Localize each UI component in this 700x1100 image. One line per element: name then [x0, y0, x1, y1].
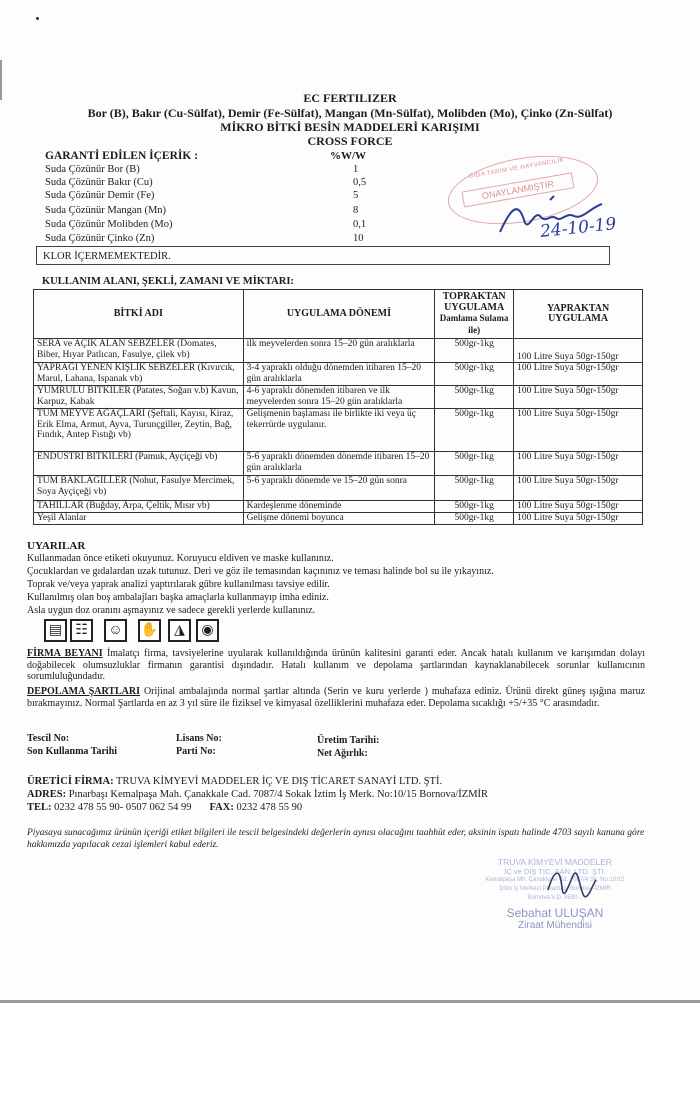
- leaf-cell: 100 Litre Suya 50gr-150gr: [514, 476, 643, 501]
- soil-cell: 500gr-1kg: [435, 476, 514, 501]
- soil-cell: 500gr-1kg: [435, 386, 514, 409]
- guarantee-label: Suda Çözünür Bakır (Cu): [45, 177, 153, 188]
- period-cell: Kardeşlenme döneminde: [243, 501, 435, 513]
- company-stamp-line: Bornova V.D. 8590...: [527, 895, 583, 901]
- table-row: [34, 513, 643, 525]
- soil-cell: 500gr-1kg: [435, 339, 514, 363]
- expiry-date-label: Son Kullanma Tarihi: [27, 746, 118, 757]
- table-row: [34, 409, 643, 452]
- soil-cell: 500gr-1kg: [435, 513, 514, 525]
- guarantee-label: Suda Çözünür Demir (Fe): [45, 190, 155, 201]
- producer-name: TRUVA KİMYEVİ MADDELER İÇ VE DIŞ TİCARET SANAYİ LTD. ŞTİ.: [113, 776, 443, 787]
- doc-title-elements: Bor (B), Bakır (Cu-Sülfat), Demir (Fe-Sülfat), Mangan (Mn-Sülfat), Molibden (Mo), Çinko (Zn-Sülfat): [87, 106, 613, 120]
- batch-number-label: Parti No:: [176, 746, 216, 757]
- producer-line: [27, 775, 442, 788]
- guarantee-value: 5: [353, 190, 359, 201]
- guarantee-row: [45, 232, 445, 245]
- chlorine-free-note: KLOR İÇERMEMEKTEDİR.: [36, 246, 610, 265]
- table-row: [34, 363, 643, 386]
- guarantee-value: 10: [353, 233, 364, 244]
- mask-icon: ☺: [104, 619, 127, 642]
- net-weight-label: Net Ağırlık:: [317, 748, 368, 759]
- license-number-label: Lisans No:: [176, 733, 222, 744]
- approval-date: 24-10-19: [539, 214, 618, 242]
- guarantee-row: [45, 189, 445, 202]
- storage-conditions: [27, 686, 645, 709]
- guarantee-unit: %W/W: [330, 150, 367, 162]
- table-row: [34, 339, 643, 363]
- declaration-heading: FİRMA BEYANI: [27, 648, 103, 659]
- guarantee-label: Suda Çözünür Molibden (Mo): [45, 219, 173, 230]
- usage-table: [33, 289, 643, 525]
- warning-line: Çocuklardan ve gıdalardan uzak tutunuz. Deri ve göz ile temasından kaçınınız ve teması halinde bol su ile yıkayınız.: [27, 566, 494, 577]
- plant-cell: TÜM BAKLAGİLLER (Nohut, Fasulye Mercimek, Soya Ayçiçeği vb): [34, 476, 244, 501]
- guarantee-label: Suda Çözünür Çinko (Zn): [45, 233, 155, 244]
- table-row: [34, 476, 643, 501]
- gloves-icon: ✋: [138, 619, 161, 642]
- guarantee-heading: GARANTİ EDİLEN İÇERİK :: [45, 150, 199, 162]
- guarantee-row: [45, 218, 445, 231]
- guarantee-value: 1: [353, 164, 359, 175]
- plant-cell: Yeşil Alanlar: [34, 513, 244, 525]
- period-cell: 4-6 yapraklı dönemden itibaren ve ilk meyvelerden sonra 15–20 gün aralıklarla: [243, 386, 435, 409]
- approval-stamp-text: ONAYLANMIŞTIR: [461, 172, 574, 207]
- col-application-period: UYGULAMA DÖNEMİ: [243, 290, 435, 339]
- period-cell: Gelişme dönemi boyunca: [243, 513, 435, 525]
- plant-cell: TÜM MEYVE AĞAÇLARI (Şeftali, Kayısı, Kiraz, Erik Elma, Armut, Ayva, Turunçgiller, Zeytin, Bağ, Fındık, Antep Fıstığı vb): [34, 409, 244, 452]
- doc-title-type: EC FERTILIZER: [303, 91, 397, 105]
- guarantee-row: [45, 204, 445, 217]
- period-cell: 5-6 yapraklı dönemde ve 15–20 gün sonra: [243, 476, 435, 501]
- warning-line: Asla uygun doz oranını aşmayınız ve sadece gerekli yerlerde kullanınız.: [27, 605, 316, 616]
- company-declaration: [27, 648, 645, 683]
- period-cell: ilk meyvelerden sonra 15–20 gün aralıklarla: [243, 339, 435, 363]
- guarantee-label: Suda Çözünür Bor (B): [45, 164, 140, 175]
- soil-cell: 500gr-1kg: [435, 501, 514, 513]
- period-cell: 3-4 yapraklı olduğu dönemden itibaren 15–20 gün aralıklarla: [243, 363, 435, 386]
- warnings-heading: UYARILAR: [27, 540, 86, 552]
- period-cell: Gelişmenin başlaması ile birlikte iki veya üç tekerrürde uygulanır.: [243, 409, 435, 452]
- read-label-icon: ▤: [44, 619, 67, 642]
- page-bottom-edge: [0, 1000, 700, 1003]
- fax-value: 0232 478 55 90: [233, 802, 303, 813]
- contact-line: [27, 801, 302, 814]
- tel-label: TEL:: [27, 802, 52, 813]
- fax-label: FAX:: [209, 802, 234, 813]
- producer-label: ÜRETİCİ FİRMA:: [27, 776, 114, 787]
- disclaimer-text: Piyasaya sunacağımız ürünün içeriği etiket bilgileri ile tescil belgesindeki değerlerin aynısı olacağını taahhüt eder, aksinin ispatı halinde 4703 sayılı kanuna göre hakkımızda yapılacak cezai işlemleri kabul ederiz.: [27, 828, 645, 850]
- table-row: [34, 452, 643, 476]
- scan-speck: [36, 17, 39, 20]
- plant-cell: YAPRAĞI YENEN KIŞLIK SEBZELER (Kıvırcık, Marul, Lahana, Ispanak vb): [34, 363, 244, 386]
- col-soil-application: [435, 290, 514, 339]
- usage-heading: KULLANIM ALANI, ŞEKLİ, ZAMANI VE MİKTARI:: [42, 276, 294, 287]
- tel-value: 0232 478 55 90- 0507 062 54 99: [51, 802, 192, 813]
- leaf-cell: 100 Litre Suya 50gr-150gr: [514, 409, 643, 452]
- leaf-cell: 100 Litre Suya 50gr-150gr: [514, 501, 643, 513]
- warning-line: Kullanılmış olan boş ambalajları başka amaçlarla kullanmayıp imha ediniz.: [27, 592, 329, 603]
- company-stamp-line: TRUVA KİMYEVİ MADDELER: [497, 857, 613, 867]
- declaration-text: İmalatçı firma, tavsiyelerine uyularak kullanıldığında ürünün kalitesini garanti eder. Ancak hatalı kullanım ve karışımdan dolayı doğabilecek olumsuzluklar firmanın garantisi dışındadır. Hatalı kullanım ve depolama şartlarından kaynaklanabilecek sorunlar kullanıcının sorumluluğundadır.: [27, 648, 645, 682]
- engineer-name: Sebahat ULUŞAN: [506, 906, 604, 920]
- leaf-cell: 100 Litre Suya 50gr-150gr: [514, 452, 643, 476]
- table-row: [34, 501, 643, 513]
- col-soil-subtitle: Damlama Sulama ile): [439, 313, 509, 335]
- usage-table-header: [34, 290, 643, 339]
- address-text: Pınarbaşı Kemalpaşa Mah. Çanakkale Cad. 7087/4 Sokak İztim İş Merk. No:10/15 Bornova/İZMİR: [66, 789, 489, 800]
- no-children-icon: ☷: [70, 619, 93, 642]
- plant-cell: SERA ve AÇIK ALAN SEBZELER (Domates, Biber, Hıyar Patlıcan, Fasulye, çilek vb): [34, 339, 244, 363]
- plant-cell: TAHILLAR (Buğday, Arpa, Çeltik, Mısır vb): [34, 501, 244, 513]
- storage-heading: DEPOLAMA ŞARTLARI: [27, 686, 141, 697]
- address-label: ADRES:: [27, 789, 67, 800]
- leaf-cell: 100 Litre Suya 50gr-150gr: [514, 386, 643, 409]
- guarantee-row: [45, 176, 445, 189]
- guarantee-row: [45, 163, 445, 176]
- production-date-label: Üretim Tarihi:: [317, 735, 380, 746]
- company-stamp-line: İztim İş Merkezi Pınarbaşı Bornova-İZMİR: [499, 886, 611, 892]
- company-stamp-line: İÇ ve DIŞ TİC. SAN. LTD. ŞTİ.: [504, 867, 606, 876]
- plant-cell: ENDÜSTRİ BİTKİLERİ (Pamuk, Ayçiçeği vb): [34, 452, 244, 476]
- doc-title-product: CROSS FORCE: [307, 134, 393, 148]
- approval-stamp-arc-text: GIDA TARIM VE HAYVANCILIK: [468, 157, 565, 181]
- warning-line: Kullanmadan önce etiketi okuyunuz. Koruyucu eldiven ve maske kullanınız.: [27, 553, 334, 564]
- soil-cell: 500gr-1kg: [435, 409, 514, 452]
- leaf-cell: 100 Litre Suya 50gr-150gr: [514, 339, 643, 363]
- address-line: [27, 788, 488, 801]
- protective-clothing-icon: ◮: [168, 619, 191, 642]
- guarantee-value: 0,5: [353, 177, 367, 188]
- soil-cell: 500gr-1kg: [435, 452, 514, 476]
- warning-line: Toprak ve/veya yaprak analizi yaptırılarak gübre kullanılması tavsiye edilir.: [27, 579, 330, 590]
- storage-text: Orijinal ambalajında normal şartlar altında (Serin ve kuru yerlerde ) muhafaza ediniz. Ürünü direkt güneş ışığına maruz bırakmayınız. Normal Şartlarda en az 3 yıl süre ile fiziksel ve kimyasal özelliklerini muhafaza eder. Depolama sıcaklığı +5/+35 °C arasındadır.: [27, 686, 646, 709]
- guarantee-label: Suda Çözünür Mangan (Mn): [45, 205, 167, 216]
- col-foliar-application: YAPRAKTAN UYGULAMA: [514, 290, 643, 339]
- eye-protection-icon: ◉: [196, 619, 219, 642]
- doc-title-description: MİKRO BİTKİ BESİN MADDELERİ KARIŞIMI: [220, 120, 480, 134]
- guarantee-value: 8: [353, 205, 359, 216]
- table-row: [34, 386, 643, 409]
- registration-number-label: Tescil No:: [27, 733, 70, 744]
- leaf-cell: 100 Litre Suya 50gr-150gr: [514, 363, 643, 386]
- engineer-title: Ziraat Mühendisi: [518, 920, 592, 931]
- soil-cell: 500gr-1kg: [435, 363, 514, 386]
- leaf-cell: 100 Litre Suya 50gr-150gr: [514, 513, 643, 525]
- plant-cell: YUMRULU BİTKİLER (Patates, Soğan v.b) Kavun, Karpuz, Kabak: [34, 386, 244, 409]
- company-stamp-line: Kemalpaşa Mh. Çanakkale Cd. 7087/4 Sk. No:10/15: [485, 877, 625, 883]
- period-cell: 5-6 yapraklı dönemden dönemde itibaren 15–20 gün aralıklarla: [243, 452, 435, 476]
- engineer-signature: [540, 860, 600, 910]
- col-soil-title: TOPRAKTAN UYGULAMA: [442, 291, 506, 313]
- guarantee-value: 0,1: [353, 219, 367, 230]
- col-plant-name: BİTKİ ADI: [34, 290, 244, 339]
